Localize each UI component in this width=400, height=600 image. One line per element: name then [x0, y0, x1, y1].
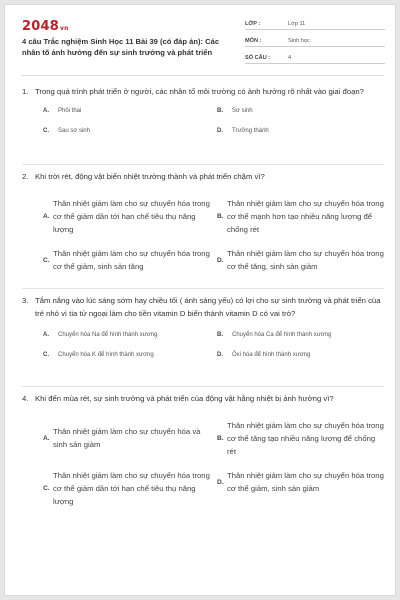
option-c[interactable]: [43, 352, 154, 358]
option-text: Thân nhiệt giảm làm cho sự chuyển hóa trong cơ thể giảm, sinh sản giảm: [227, 471, 384, 493]
site-logo[interactable]: [22, 19, 69, 34]
option-text: Thân nhiệt giảm làm cho sự chuyển hóa trong cơ thể tăng tạo nhiều năng lượng để chống rét: [227, 421, 384, 456]
option-letter: B.: [217, 332, 223, 338]
question-4: [22, 392, 384, 521]
option-letter: A.: [43, 108, 49, 114]
question-3: [22, 294, 384, 366]
option-d[interactable]: [217, 247, 385, 273]
option-letter: A.: [43, 332, 49, 338]
option-letter: A.: [43, 213, 50, 220]
subject-row: [245, 34, 385, 47]
option-letter: C.: [43, 352, 49, 358]
option-c[interactable]: [43, 128, 90, 134]
option-letter: B.: [217, 213, 224, 220]
count-label: SỐ CÂU :: [245, 55, 271, 61]
option-text: Thân nhiệt giảm làm cho sự chuyển hóa và sinh sản giảm: [53, 427, 201, 449]
header-divider: [22, 75, 384, 76]
option-d[interactable]: [217, 128, 269, 134]
option-a[interactable]: [43, 425, 211, 451]
subject-label: MÔN :: [245, 38, 262, 44]
option-a[interactable]: [43, 108, 81, 114]
question-text: Khi đến mùa rét, sự sinh trưởng và phát triển của động vật hằng nhiệt bị ảnh hưởng vì?: [35, 394, 334, 403]
class-row: [245, 17, 385, 30]
class-label: LỚP :: [245, 21, 261, 27]
option-letter: D.: [217, 352, 223, 358]
option-text: Sau sơ sinh: [58, 128, 90, 134]
question-2: [22, 170, 384, 289]
option-b[interactable]: [217, 108, 253, 114]
option-c[interactable]: [43, 247, 211, 273]
question-text: Khi trời rét, động vật biến nhiệt trưởng thành và phát triển chậm vì?: [35, 172, 265, 181]
option-letter: C.: [43, 485, 50, 492]
option-a[interactable]: [43, 332, 157, 338]
option-b[interactable]: [217, 332, 331, 338]
class-value: Lớp 11: [288, 21, 306, 27]
question-1: [22, 85, 384, 144]
option-text: Thân nhiệt giảm làm cho sự chuyển hóa trong cơ thể giảm, sinh sản tăng: [53, 249, 210, 271]
count-value: 4: [288, 55, 292, 61]
option-d[interactable]: [217, 469, 385, 495]
logo-suffix: vn: [59, 25, 69, 32]
option-letter: D.: [217, 128, 223, 134]
option-letter: D.: [217, 256, 224, 264]
count-row: [245, 51, 385, 64]
option-text: Thân nhiệt giảm làm cho sự chuyển hóa trong cơ thể giảm dần tới hạn chế tiêu thụ năng lượng: [53, 471, 210, 506]
question-text: Tắm nắng vào lúc sáng sớm hay chiều tối ( ánh sáng yếu) có lợi cho sự sinh trưởng và phát triển của trẻ nhỏ vì tia tử ngoại làm cho tiền vitamin D biến thành vitamin D có vai trò?: [35, 296, 381, 318]
option-text: Chuyển hóa Ca để hình thành xương: [232, 332, 332, 338]
option-text: Chuyển hóa Na để hình thành xương: [58, 332, 158, 338]
option-text: Phôi thai: [58, 108, 82, 114]
option-c[interactable]: [43, 469, 211, 508]
option-b[interactable]: [217, 197, 385, 236]
option-b[interactable]: [217, 419, 385, 458]
option-text: Thân nhiệt giảm làm cho sự chuyển hóa trong cơ thể giảm dần tới hạn chế tiêu thụ năng lượng: [53, 199, 210, 234]
option-text: Thân nhiệt giảm làm cho sự chuyển hóa trong cơ thể tăng, sinh sản giảm: [227, 249, 384, 271]
option-text: Trưởng thành: [232, 128, 269, 134]
question-number: 3.: [22, 296, 29, 305]
option-text: Ôxi hóa để hình thành xương: [232, 352, 311, 358]
subject-value: Sinh học: [288, 38, 310, 44]
logo-text: 2048: [22, 19, 59, 34]
question-text: Trong quá trình phát triển ở người, các nhân tố môi trường có ảnh hưởng rõ nhất vào giai đoạn?: [35, 87, 364, 96]
option-d[interactable]: [217, 352, 310, 358]
question-number: 4.: [22, 394, 29, 403]
question-divider: [22, 164, 384, 165]
option-letter: A.: [43, 434, 50, 442]
option-text: Chuyển hóa K để hình thành xương: [58, 352, 154, 358]
option-letter: D.: [217, 478, 224, 486]
option-letter: B.: [217, 435, 224, 442]
option-letter: C.: [43, 256, 50, 264]
question-divider: [22, 288, 384, 289]
question-divider: [22, 386, 384, 387]
question-number: 1.: [22, 87, 29, 96]
question-number: 2.: [22, 172, 29, 181]
option-letter: C.: [43, 128, 49, 134]
option-letter: B.: [217, 108, 223, 114]
document-title: 4 câu Trắc nghiệm Sinh Học 11 Bài 39 (có đáp án): Các nhân tố ảnh hưởng đến sự sinh trưởng và phát triển: [22, 37, 220, 57]
option-text: Sơ sinh: [232, 108, 253, 114]
option-text: Thân nhiệt giảm làm cho sự chuyển hóa trong cơ thể mạnh hơn tạo nhiều năng lượng để chống rét: [227, 199, 384, 234]
worksheet-page: [4, 4, 396, 596]
option-a[interactable]: [43, 197, 211, 236]
